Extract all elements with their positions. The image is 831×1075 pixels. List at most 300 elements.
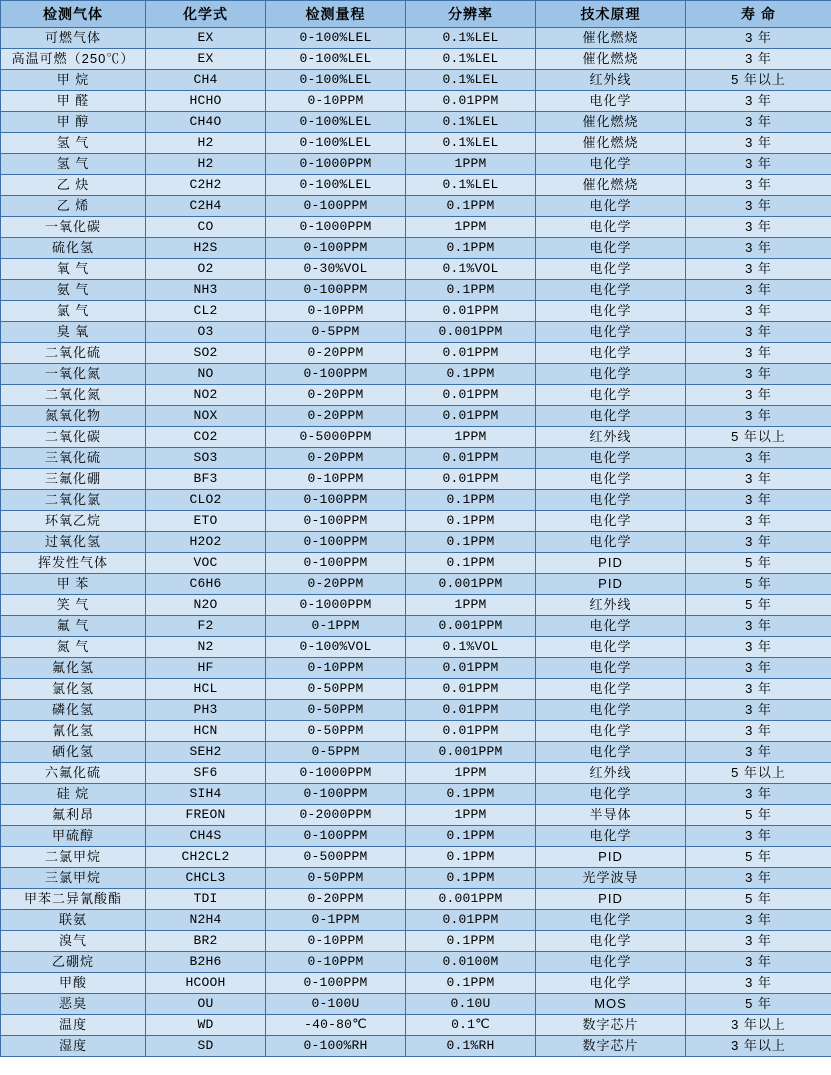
cell-technology: 数字芯片: [536, 1015, 686, 1036]
cell-lifetime: 3 年: [686, 406, 831, 427]
header-row: [1, 1, 831, 28]
cell-lifetime: 3 年: [686, 721, 831, 742]
cell-lifetime: 3 年: [686, 175, 831, 196]
cell-gas-name: 溴气: [1, 931, 146, 952]
cell-formula: CH4: [146, 70, 266, 91]
table-row: [1, 343, 831, 364]
table-row: [1, 91, 831, 112]
cell-resolution: 0.1PPM: [406, 196, 536, 217]
cell-gas-name: 氰化氢: [1, 721, 146, 742]
cell-range: 0-10PPM: [266, 469, 406, 490]
cell-technology: PID: [536, 553, 686, 574]
cell-gas-name: 乙 炔: [1, 175, 146, 196]
cell-resolution: 0.01PPM: [406, 910, 536, 931]
cell-resolution: 0.1PPM: [406, 847, 536, 868]
cell-range: 0-100U: [266, 994, 406, 1015]
cell-technology: 电化学: [536, 301, 686, 322]
cell-gas-name: 氟 气: [1, 616, 146, 637]
cell-lifetime: 3 年: [686, 637, 831, 658]
table-row: [1, 973, 831, 994]
cell-lifetime: 3 年: [686, 217, 831, 238]
table-row: [1, 217, 831, 238]
cell-gas-name: 臭 氧: [1, 322, 146, 343]
cell-gas-name: 甲酸: [1, 973, 146, 994]
cell-lifetime: 5 年: [686, 847, 831, 868]
cell-formula: C6H6: [146, 574, 266, 595]
cell-lifetime: 5 年以上: [686, 70, 831, 91]
cell-technology: 电化学: [536, 700, 686, 721]
table-row: [1, 700, 831, 721]
cell-formula: EX: [146, 28, 266, 49]
cell-technology: 电化学: [536, 448, 686, 469]
cell-range: 0-100PPM: [266, 238, 406, 259]
cell-technology: 催化燃烧: [536, 175, 686, 196]
cell-lifetime: 3 年: [686, 196, 831, 217]
cell-gas-name: 笑 气: [1, 595, 146, 616]
cell-range: 0-100%LEL: [266, 28, 406, 49]
cell-gas-name: 甲 醇: [1, 112, 146, 133]
cell-resolution: 1PPM: [406, 763, 536, 784]
cell-formula: N2O: [146, 595, 266, 616]
cell-formula: HF: [146, 658, 266, 679]
cell-lifetime: 5 年: [686, 595, 831, 616]
cell-range: 0-100PPM: [266, 973, 406, 994]
cell-range: 0-5PPM: [266, 742, 406, 763]
cell-range: 0-50PPM: [266, 679, 406, 700]
cell-technology: PID: [536, 574, 686, 595]
table-row: [1, 805, 831, 826]
cell-lifetime: 3 年以上: [686, 1015, 831, 1036]
cell-range: 0-20PPM: [266, 406, 406, 427]
table-row: [1, 847, 831, 868]
cell-gas-name: 挥发性气体: [1, 553, 146, 574]
cell-range: 0-100%LEL: [266, 49, 406, 70]
cell-resolution: 0.1PPM: [406, 784, 536, 805]
cell-lifetime: 3 年: [686, 826, 831, 847]
cell-gas-name: 二氧化氮: [1, 385, 146, 406]
cell-resolution: 0.1PPM: [406, 490, 536, 511]
cell-technology: 电化学: [536, 154, 686, 175]
cell-lifetime: 3 年: [686, 28, 831, 49]
cell-lifetime: 5 年以上: [686, 763, 831, 784]
column-header-formula: 化学式: [146, 1, 266, 28]
cell-range: 0-20PPM: [266, 448, 406, 469]
cell-gas-name: 乙 烯: [1, 196, 146, 217]
cell-lifetime: 3 年: [686, 280, 831, 301]
cell-lifetime: 3 年: [686, 658, 831, 679]
cell-gas-name: 联氨: [1, 910, 146, 931]
cell-range: 0-100%LEL: [266, 175, 406, 196]
cell-range: 0-10PPM: [266, 91, 406, 112]
table-row: [1, 406, 831, 427]
table-row: [1, 658, 831, 679]
cell-range: 0-100PPM: [266, 196, 406, 217]
cell-gas-name: 甲 烷: [1, 70, 146, 91]
table-row: [1, 532, 831, 553]
cell-lifetime: 3 年: [686, 448, 831, 469]
cell-resolution: 0.1%LEL: [406, 175, 536, 196]
cell-range: 0-100PPM: [266, 826, 406, 847]
cell-range: 0-10PPM: [266, 952, 406, 973]
cell-resolution: 0.001PPM: [406, 742, 536, 763]
cell-resolution: 0.1PPM: [406, 511, 536, 532]
cell-resolution: 0.1PPM: [406, 553, 536, 574]
table-row: [1, 133, 831, 154]
cell-technology: 催化燃烧: [536, 133, 686, 154]
cell-technology: 电化学: [536, 343, 686, 364]
cell-lifetime: 3 年: [686, 322, 831, 343]
cell-gas-name: 可燃气体: [1, 28, 146, 49]
column-header-lifetime: 寿 命: [686, 1, 831, 28]
cell-range: 0-1000PPM: [266, 595, 406, 616]
cell-formula: NO: [146, 364, 266, 385]
cell-gas-name: 一氧化碳: [1, 217, 146, 238]
cell-lifetime: 3 年: [686, 238, 831, 259]
cell-range: 0-100%LEL: [266, 70, 406, 91]
cell-lifetime: 3 年: [686, 511, 831, 532]
cell-lifetime: 3 年: [686, 385, 831, 406]
cell-range: -40-80℃: [266, 1015, 406, 1036]
cell-gas-name: 一氧化氮: [1, 364, 146, 385]
cell-range: 0-100PPM: [266, 490, 406, 511]
cell-range: 0-1PPM: [266, 910, 406, 931]
cell-lifetime: 5 年: [686, 889, 831, 910]
cell-gas-name: 氢 气: [1, 133, 146, 154]
cell-resolution: 0.1%LEL: [406, 49, 536, 70]
cell-lifetime: 3 年: [686, 490, 831, 511]
cell-formula: C2H4: [146, 196, 266, 217]
cell-technology: 电化学: [536, 364, 686, 385]
cell-formula: WD: [146, 1015, 266, 1036]
table-row: [1, 154, 831, 175]
table-row: [1, 910, 831, 931]
cell-range: 0-1PPM: [266, 616, 406, 637]
table-row: [1, 763, 831, 784]
cell-gas-name: 三氯甲烷: [1, 868, 146, 889]
cell-resolution: 0.1PPM: [406, 973, 536, 994]
cell-lifetime: 3 年: [686, 616, 831, 637]
cell-range: 0-100PPM: [266, 553, 406, 574]
cell-range: 0-100PPM: [266, 511, 406, 532]
cell-formula: HCL: [146, 679, 266, 700]
cell-technology: 电化学: [536, 658, 686, 679]
table-row: [1, 70, 831, 91]
cell-technology: PID: [536, 847, 686, 868]
table-row: [1, 742, 831, 763]
cell-technology: 电化学: [536, 91, 686, 112]
table-row: [1, 637, 831, 658]
cell-technology: 电化学: [536, 511, 686, 532]
cell-gas-name: 甲 苯: [1, 574, 146, 595]
table-row: [1, 259, 831, 280]
cell-resolution: 0.01PPM: [406, 301, 536, 322]
cell-range: 0-5PPM: [266, 322, 406, 343]
table-row: [1, 616, 831, 637]
cell-technology: 红外线: [536, 595, 686, 616]
cell-lifetime: 3 年: [686, 469, 831, 490]
cell-range: 0-10PPM: [266, 301, 406, 322]
cell-gas-name: 氧 气: [1, 259, 146, 280]
cell-gas-name: 三氧化硫: [1, 448, 146, 469]
cell-technology: 电化学: [536, 721, 686, 742]
table-body: [1, 28, 831, 1057]
cell-gas-name: 氯化氢: [1, 679, 146, 700]
cell-technology: 电化学: [536, 469, 686, 490]
cell-range: 0-10PPM: [266, 931, 406, 952]
cell-resolution: 0.01PPM: [406, 658, 536, 679]
cell-formula: BF3: [146, 469, 266, 490]
table-row: [1, 238, 831, 259]
table-row: [1, 784, 831, 805]
cell-resolution: 0.01PPM: [406, 91, 536, 112]
cell-gas-name: 过氧化氢: [1, 532, 146, 553]
cell-technology: 电化学: [536, 973, 686, 994]
cell-formula: PH3: [146, 700, 266, 721]
cell-gas-name: 硒化氢: [1, 742, 146, 763]
cell-formula: SF6: [146, 763, 266, 784]
cell-gas-name: 磷化氢: [1, 700, 146, 721]
cell-formula: SO3: [146, 448, 266, 469]
cell-formula: SO2: [146, 343, 266, 364]
cell-resolution: 0.1PPM: [406, 931, 536, 952]
table-row: [1, 364, 831, 385]
cell-formula: NH3: [146, 280, 266, 301]
cell-gas-name: 甲硫醇: [1, 826, 146, 847]
cell-formula: O3: [146, 322, 266, 343]
cell-range: 0-10PPM: [266, 658, 406, 679]
cell-gas-name: 三氟化硼: [1, 469, 146, 490]
cell-resolution: 0.1%VOL: [406, 259, 536, 280]
cell-formula: ETO: [146, 511, 266, 532]
table-row: [1, 280, 831, 301]
table-row: [1, 28, 831, 49]
cell-gas-name: 高温可燃（250℃）: [1, 49, 146, 70]
cell-lifetime: 5 年: [686, 805, 831, 826]
cell-resolution: 0.01PPM: [406, 679, 536, 700]
cell-range: 0-100PPM: [266, 532, 406, 553]
cell-technology: 电化学: [536, 952, 686, 973]
cell-formula: O2: [146, 259, 266, 280]
cell-resolution: 0.001PPM: [406, 574, 536, 595]
cell-resolution: 0.1%LEL: [406, 70, 536, 91]
column-header-range: 检测量程: [266, 1, 406, 28]
cell-lifetime: 3 年: [686, 301, 831, 322]
cell-range: 0-50PPM: [266, 721, 406, 742]
cell-formula: CL2: [146, 301, 266, 322]
cell-formula: NOX: [146, 406, 266, 427]
cell-formula: CH2CL2: [146, 847, 266, 868]
cell-range: 0-20PPM: [266, 343, 406, 364]
column-header-gas-name: 检测气体: [1, 1, 146, 28]
table-row: [1, 490, 831, 511]
cell-technology: 催化燃烧: [536, 112, 686, 133]
table-row: [1, 595, 831, 616]
cell-lifetime: 3 年: [686, 259, 831, 280]
table-header: [1, 1, 831, 28]
cell-gas-name: 甲 醛: [1, 91, 146, 112]
cell-technology: 电化学: [536, 322, 686, 343]
cell-resolution: 0.01PPM: [406, 469, 536, 490]
cell-resolution: 0.01PPM: [406, 700, 536, 721]
cell-lifetime: 5 年: [686, 574, 831, 595]
cell-lifetime: 3 年: [686, 868, 831, 889]
table-row: [1, 868, 831, 889]
cell-resolution: 0.01PPM: [406, 406, 536, 427]
cell-range: 0-20PPM: [266, 574, 406, 595]
cell-lifetime: 3 年: [686, 952, 831, 973]
cell-range: 0-100%RH: [266, 1036, 406, 1057]
cell-range: 0-50PPM: [266, 868, 406, 889]
cell-formula: CHCL3: [146, 868, 266, 889]
cell-resolution: 0.1%LEL: [406, 133, 536, 154]
table-row: [1, 1015, 831, 1036]
cell-formula: BR2: [146, 931, 266, 952]
cell-range: 0-20PPM: [266, 385, 406, 406]
cell-range: 0-100%VOL: [266, 637, 406, 658]
cell-range: 0-100%LEL: [266, 112, 406, 133]
cell-technology: 电化学: [536, 637, 686, 658]
cell-resolution: 0.1PPM: [406, 868, 536, 889]
cell-formula: H2: [146, 133, 266, 154]
cell-gas-name: 温度: [1, 1015, 146, 1036]
cell-technology: 电化学: [536, 238, 686, 259]
cell-formula: SEH2: [146, 742, 266, 763]
column-header-technology: 技术原理: [536, 1, 686, 28]
cell-technology: 红外线: [536, 427, 686, 448]
cell-formula: CH4S: [146, 826, 266, 847]
column-header-resolution: 分辨率: [406, 1, 536, 28]
table-row: [1, 385, 831, 406]
table-row: [1, 49, 831, 70]
table-row: [1, 469, 831, 490]
cell-lifetime: 3 年: [686, 973, 831, 994]
cell-lifetime: 3 年: [686, 931, 831, 952]
cell-range: 0-100PPM: [266, 784, 406, 805]
cell-resolution: 0.01PPM: [406, 448, 536, 469]
cell-gas-name: 恶臭: [1, 994, 146, 1015]
cell-technology: 电化学: [536, 616, 686, 637]
table-row: [1, 574, 831, 595]
cell-gas-name: 二氧化氯: [1, 490, 146, 511]
cell-lifetime: 3 年: [686, 364, 831, 385]
table-row: [1, 448, 831, 469]
cell-technology: 电化学: [536, 406, 686, 427]
table-row: [1, 511, 831, 532]
cell-gas-name: 氯 气: [1, 301, 146, 322]
cell-resolution: 0.1PPM: [406, 826, 536, 847]
cell-range: 0-1000PPM: [266, 763, 406, 784]
cell-gas-name: 乙硼烷: [1, 952, 146, 973]
cell-technology: 催化燃烧: [536, 49, 686, 70]
cell-formula: OU: [146, 994, 266, 1015]
cell-gas-name: 环氧乙烷: [1, 511, 146, 532]
cell-gas-name: 氮氧化物: [1, 406, 146, 427]
cell-technology: 电化学: [536, 931, 686, 952]
cell-formula: F2: [146, 616, 266, 637]
cell-lifetime: 3 年: [686, 91, 831, 112]
cell-lifetime: 5 年: [686, 553, 831, 574]
cell-technology: 电化学: [536, 196, 686, 217]
cell-gas-name: 氮 气: [1, 637, 146, 658]
cell-range: 0-20PPM: [266, 889, 406, 910]
cell-technology: 电化学: [536, 910, 686, 931]
cell-gas-name: 氢 气: [1, 154, 146, 175]
cell-resolution: 0.1%LEL: [406, 28, 536, 49]
cell-resolution: 0.1%VOL: [406, 637, 536, 658]
cell-resolution: 0.01PPM: [406, 385, 536, 406]
cell-technology: 电化学: [536, 385, 686, 406]
cell-resolution: 0.001PPM: [406, 889, 536, 910]
cell-range: 0-2000PPM: [266, 805, 406, 826]
cell-resolution: 0.1PPM: [406, 238, 536, 259]
cell-formula: N2H4: [146, 910, 266, 931]
cell-formula: TDI: [146, 889, 266, 910]
cell-resolution: 0.1PPM: [406, 280, 536, 301]
cell-formula: HCOOH: [146, 973, 266, 994]
cell-resolution: 0.10U: [406, 994, 536, 1015]
cell-lifetime: 5 年以上: [686, 427, 831, 448]
cell-formula: CLO2: [146, 490, 266, 511]
cell-lifetime: 3 年: [686, 532, 831, 553]
cell-gas-name: 氨 气: [1, 280, 146, 301]
table-row: [1, 322, 831, 343]
cell-resolution: 0.1PPM: [406, 532, 536, 553]
cell-technology: 电化学: [536, 490, 686, 511]
cell-formula: FREON: [146, 805, 266, 826]
cell-lifetime: 5 年: [686, 994, 831, 1015]
cell-resolution: 0.01PPM: [406, 343, 536, 364]
table-row: [1, 427, 831, 448]
cell-range: 0-500PPM: [266, 847, 406, 868]
table-row: [1, 952, 831, 973]
cell-formula: HCHO: [146, 91, 266, 112]
cell-formula: VOC: [146, 553, 266, 574]
table-row: [1, 721, 831, 742]
cell-range: 0-30%VOL: [266, 259, 406, 280]
cell-lifetime: 3 年: [686, 133, 831, 154]
cell-resolution: 0.001PPM: [406, 322, 536, 343]
cell-formula: SD: [146, 1036, 266, 1057]
cell-gas-name: 六氟化硫: [1, 763, 146, 784]
cell-lifetime: 3 年: [686, 154, 831, 175]
table-row: [1, 931, 831, 952]
cell-lifetime: 3 年: [686, 700, 831, 721]
table-row: [1, 679, 831, 700]
cell-range: 0-50PPM: [266, 700, 406, 721]
cell-formula: HCN: [146, 721, 266, 742]
cell-formula: NO2: [146, 385, 266, 406]
cell-resolution: 0.01PPM: [406, 721, 536, 742]
cell-resolution: 0.1PPM: [406, 364, 536, 385]
cell-resolution: 1PPM: [406, 427, 536, 448]
cell-formula: SIH4: [146, 784, 266, 805]
cell-formula: CO2: [146, 427, 266, 448]
cell-technology: 光学波导: [536, 868, 686, 889]
cell-resolution: 1PPM: [406, 595, 536, 616]
cell-gas-name: 氟化氢: [1, 658, 146, 679]
cell-formula: CH4O: [146, 112, 266, 133]
table-row: [1, 112, 831, 133]
cell-technology: 电化学: [536, 742, 686, 763]
cell-resolution: 0.1℃: [406, 1015, 536, 1036]
table-row: [1, 826, 831, 847]
cell-formula: CO: [146, 217, 266, 238]
cell-range: 0-1000PPM: [266, 217, 406, 238]
cell-gas-name: 硅 烷: [1, 784, 146, 805]
cell-gas-name: 湿度: [1, 1036, 146, 1057]
cell-range: 0-100%LEL: [266, 133, 406, 154]
cell-technology: 红外线: [536, 70, 686, 91]
